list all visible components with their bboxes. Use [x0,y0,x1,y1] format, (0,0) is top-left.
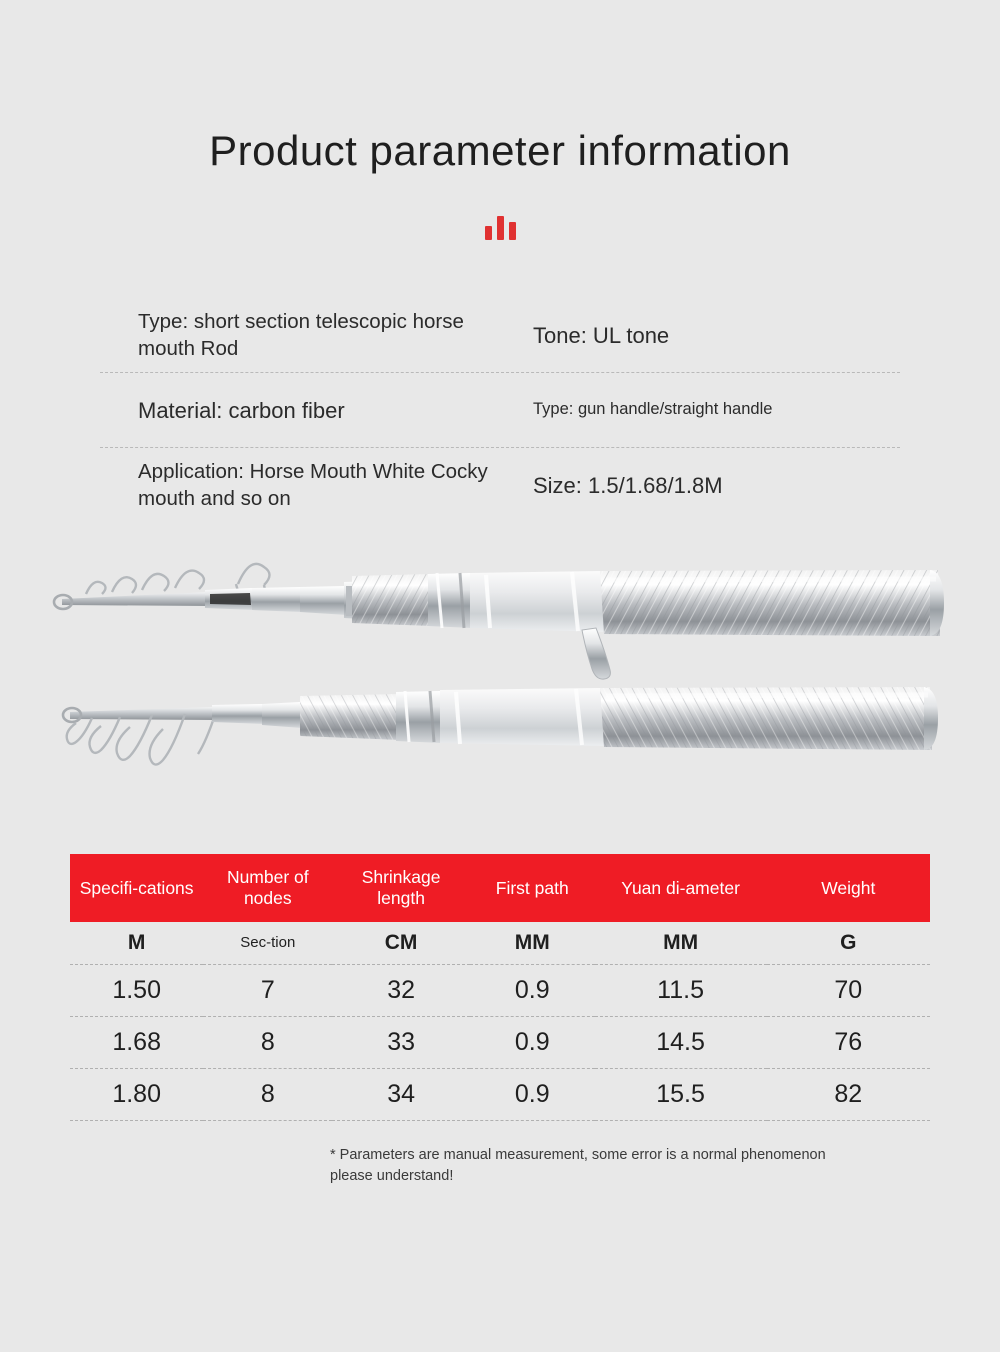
unit-yuan-diameter: MM [595,922,767,965]
column-header-shrinkage-length: Shrinkage length [332,854,470,922]
cell-first-path: 0.9 [470,1069,595,1121]
table-row [70,1017,930,1069]
cell-shrinkage-length: 32 [332,965,470,1017]
cell-shrinkage-length: 34 [332,1069,470,1121]
cell-number-of-nodes: 8 [203,1017,332,1069]
spec-size: Size: 1.5/1.68/1.8M [533,472,723,498]
cell-specifications: 1.68 [70,1017,203,1069]
spec-row [100,298,900,373]
product-images [0,544,1000,844]
cell-first-path: 0.9 [470,965,595,1017]
table-header-row [70,854,930,922]
cell-weight: 76 [767,1017,930,1069]
spec-tone: Tone: UL tone [533,322,670,348]
bar-medium-icon [509,222,516,240]
spec-row [100,448,900,522]
spec-handle-type: Type: gun handle/straight handle [533,400,773,419]
column-header-weight: Weight [767,854,930,922]
column-header-first-path: First path [470,854,595,922]
cell-weight: 70 [767,965,930,1017]
cell-specifications: 1.80 [70,1069,203,1121]
fishing-rod-illustrations [0,544,1000,844]
spec-table-wrapper [70,854,930,1121]
cell-yuan-diameter: 14.5 [595,1017,767,1069]
decorative-bars [0,214,1000,240]
cell-first-path: 0.9 [470,1017,595,1069]
table-units-row [70,922,930,965]
spec-type-rod: Type: short section telescopic horse mouth Rod [138,310,464,361]
column-header-yuan-diameter: Yuan di-ameter [595,854,767,922]
cell-number-of-nodes: 7 [203,965,332,1017]
spec-row [100,373,900,448]
cell-weight: 82 [767,1069,930,1121]
unit-number-of-nodes: Sec-tion [203,922,332,965]
footnote: * Parameters are manual measurement, some error is a normal phenomenon please understand! [330,1147,826,1185]
column-header-number-of-nodes: Number of nodes [203,854,332,922]
rod-gun-handle [54,564,944,679]
cell-number-of-nodes: 8 [203,1069,332,1121]
unit-shrinkage-length: CM [332,922,470,965]
bar-short-icon [485,226,492,240]
table-row [70,965,930,1017]
spec-material: Material: carbon fiber [138,397,345,423]
cell-yuan-diameter: 15.5 [595,1069,767,1121]
spec-application: Application: Horse Mouth White Cocky mouth and so on [138,460,488,511]
unit-weight: G [767,922,930,965]
spec-list [100,298,900,522]
spec-table [70,854,930,1121]
cell-yuan-diameter: 11.5 [595,965,767,1017]
table-row [70,1069,930,1121]
cell-specifications: 1.50 [70,965,203,1017]
unit-specifications: M [70,922,203,965]
bar-tall-icon [497,216,504,240]
cell-shrinkage-length: 33 [332,1017,470,1069]
page-title: Product parameter information [209,127,791,174]
unit-first-path: MM [470,922,595,965]
rod-straight-handle [63,687,938,765]
column-header-specifications: Specifi-cations [70,854,203,922]
